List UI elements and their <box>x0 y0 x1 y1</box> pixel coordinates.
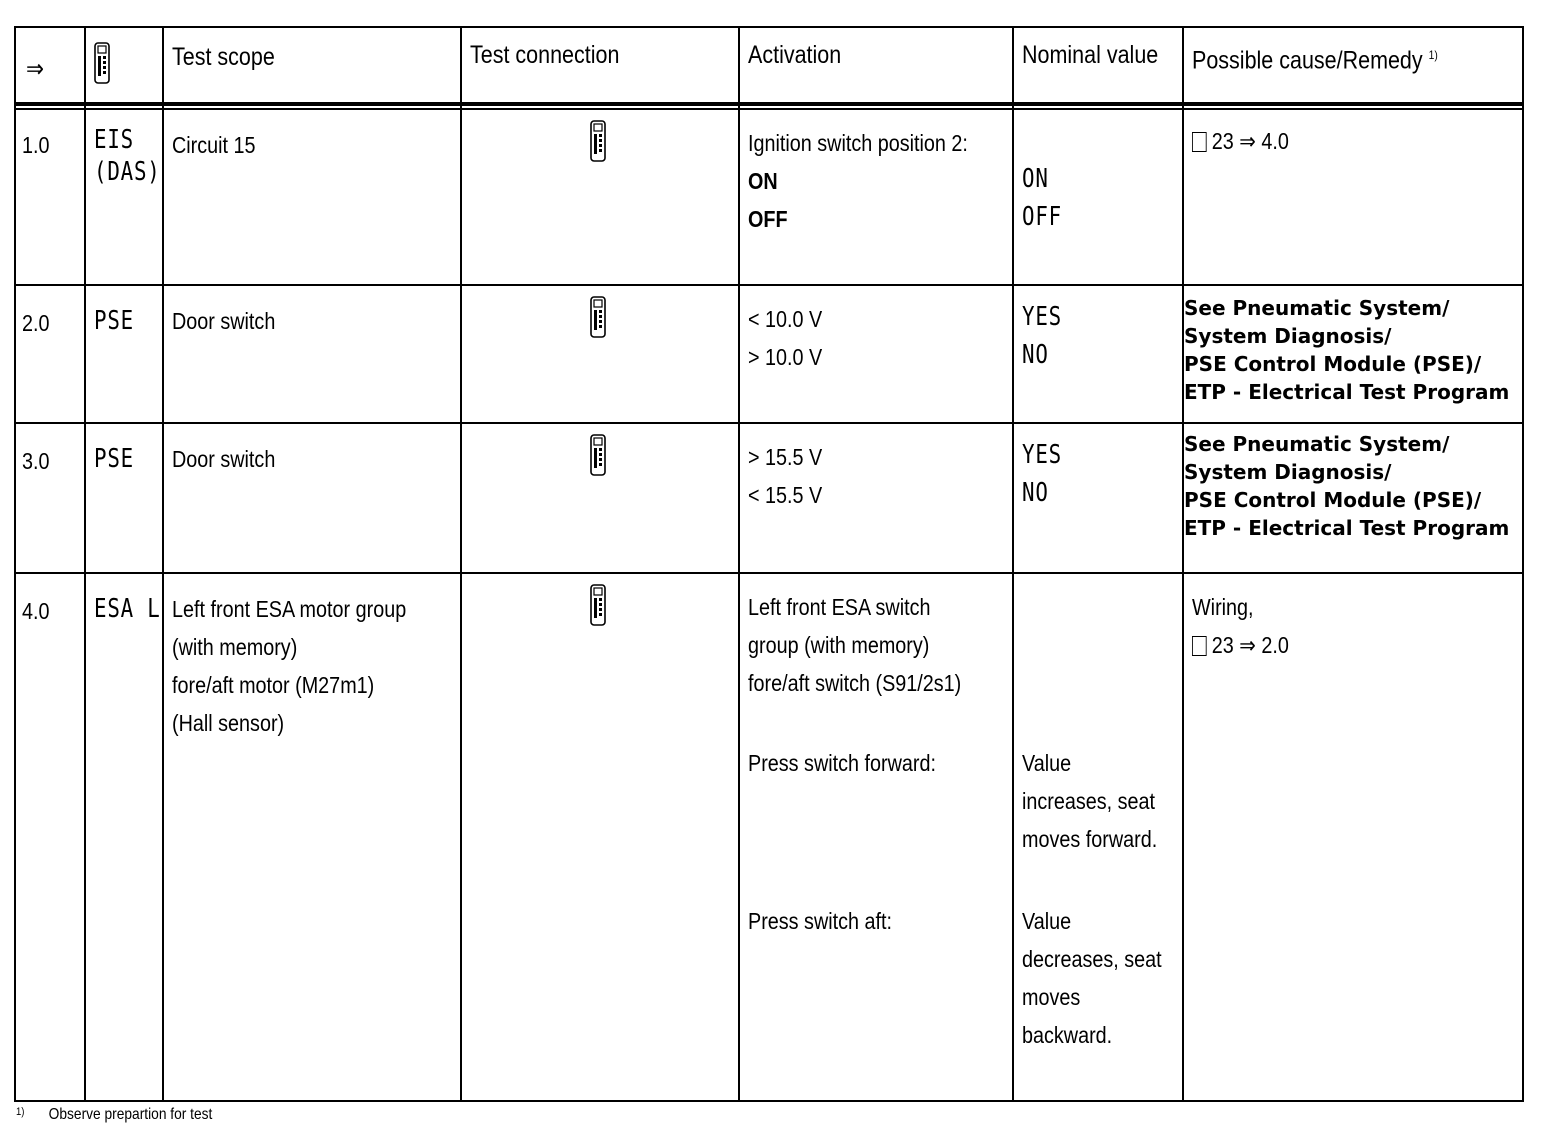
footnote: 1) Observe prepartion for test <box>16 1106 213 1123</box>
diagnosis-table <box>14 26 1524 1102</box>
header-divider <box>16 102 1522 106</box>
tester-icon <box>590 584 606 626</box>
column-divider <box>738 28 740 1100</box>
row4-unit: ESA L <box>94 594 161 624</box>
row4-nominal-aft: Value decreases, seat moves backward. <box>1022 908 1162 1048</box>
row-divider <box>16 572 1522 574</box>
row2-step: 2.0 <box>22 310 50 336</box>
row3-step: 3.0 <box>22 448 50 474</box>
row2-nominal: YES NO <box>1022 302 1062 370</box>
header-nominal-value: Nominal value <box>1022 41 1159 69</box>
book-reference-icon <box>1192 636 1207 656</box>
column-divider <box>84 28 86 1100</box>
row2-remedy: See Pneumatic System/ System Diagnosis/ PSE Control Module (PSE)/ ETP - Electrical Test Program <box>1184 296 1510 404</box>
row3-nominal: YES NO <box>1022 440 1062 508</box>
row1-remedy: 23 ⇒ 4.0 <box>1192 122 1289 160</box>
row4-nominal-forward: Value increases, seat moves forward. <box>1022 750 1158 852</box>
row1-unit: EIS (DAS) <box>94 125 161 187</box>
row1-activation: Ignition switch position 2: ON OFF <box>748 130 968 232</box>
row-divider <box>16 284 1522 286</box>
column-divider <box>1182 28 1184 1100</box>
header-test-scope: Test scope <box>172 43 275 71</box>
row-divider <box>16 422 1522 424</box>
row3-activation: > 15.5 V < 15.5 V <box>748 444 823 508</box>
row4-scope: Left front ESA motor group (with memory) fore/aft motor (M27m1) (Hall sensor) <box>172 596 407 736</box>
tester-icon <box>590 296 606 338</box>
row3-scope: Door switch <box>172 446 276 472</box>
header-test-connection: Test connection <box>470 41 620 69</box>
row3-unit: PSE <box>94 444 134 474</box>
row2-activation: < 10.0 V > 10.0 V <box>748 306 823 370</box>
row4-activation: Left front ESA switch group (with memory) fore/aft switch (S91/2s1) <box>748 594 962 696</box>
header-possible-cause: Possible cause/Remedy $^{1)}$ <box>1192 46 1438 75</box>
row1-scope: Circuit 15 <box>172 132 256 158</box>
row1-nominal: ON OFF <box>1022 164 1062 232</box>
column-divider <box>460 28 462 1100</box>
header-arrow: ⇒ <box>26 55 45 83</box>
row4-activation-aft: Press switch aft: <box>748 908 892 934</box>
row2-scope: Door switch <box>172 308 276 334</box>
header-activation: Activation <box>748 41 842 69</box>
tester-icon <box>94 42 110 84</box>
row4-activation-forward: Press switch forward: <box>748 750 936 776</box>
row2-unit: PSE <box>94 306 134 336</box>
header-divider <box>16 108 1522 110</box>
row4-remedy: Wiring, 23 ⇒ 2.0 <box>1192 594 1289 658</box>
row3-remedy: See Pneumatic System/ System Diagnosis/ PSE Control Module (PSE)/ ETP - Electrical Test Program <box>1184 432 1510 540</box>
tester-icon <box>590 120 606 162</box>
book-reference-icon <box>1192 132 1207 152</box>
column-divider <box>162 28 164 1100</box>
row4-step: 4.0 <box>22 598 50 624</box>
row1-step: 1.0 <box>22 132 50 158</box>
tester-icon <box>590 434 606 476</box>
column-divider <box>1012 28 1014 1100</box>
